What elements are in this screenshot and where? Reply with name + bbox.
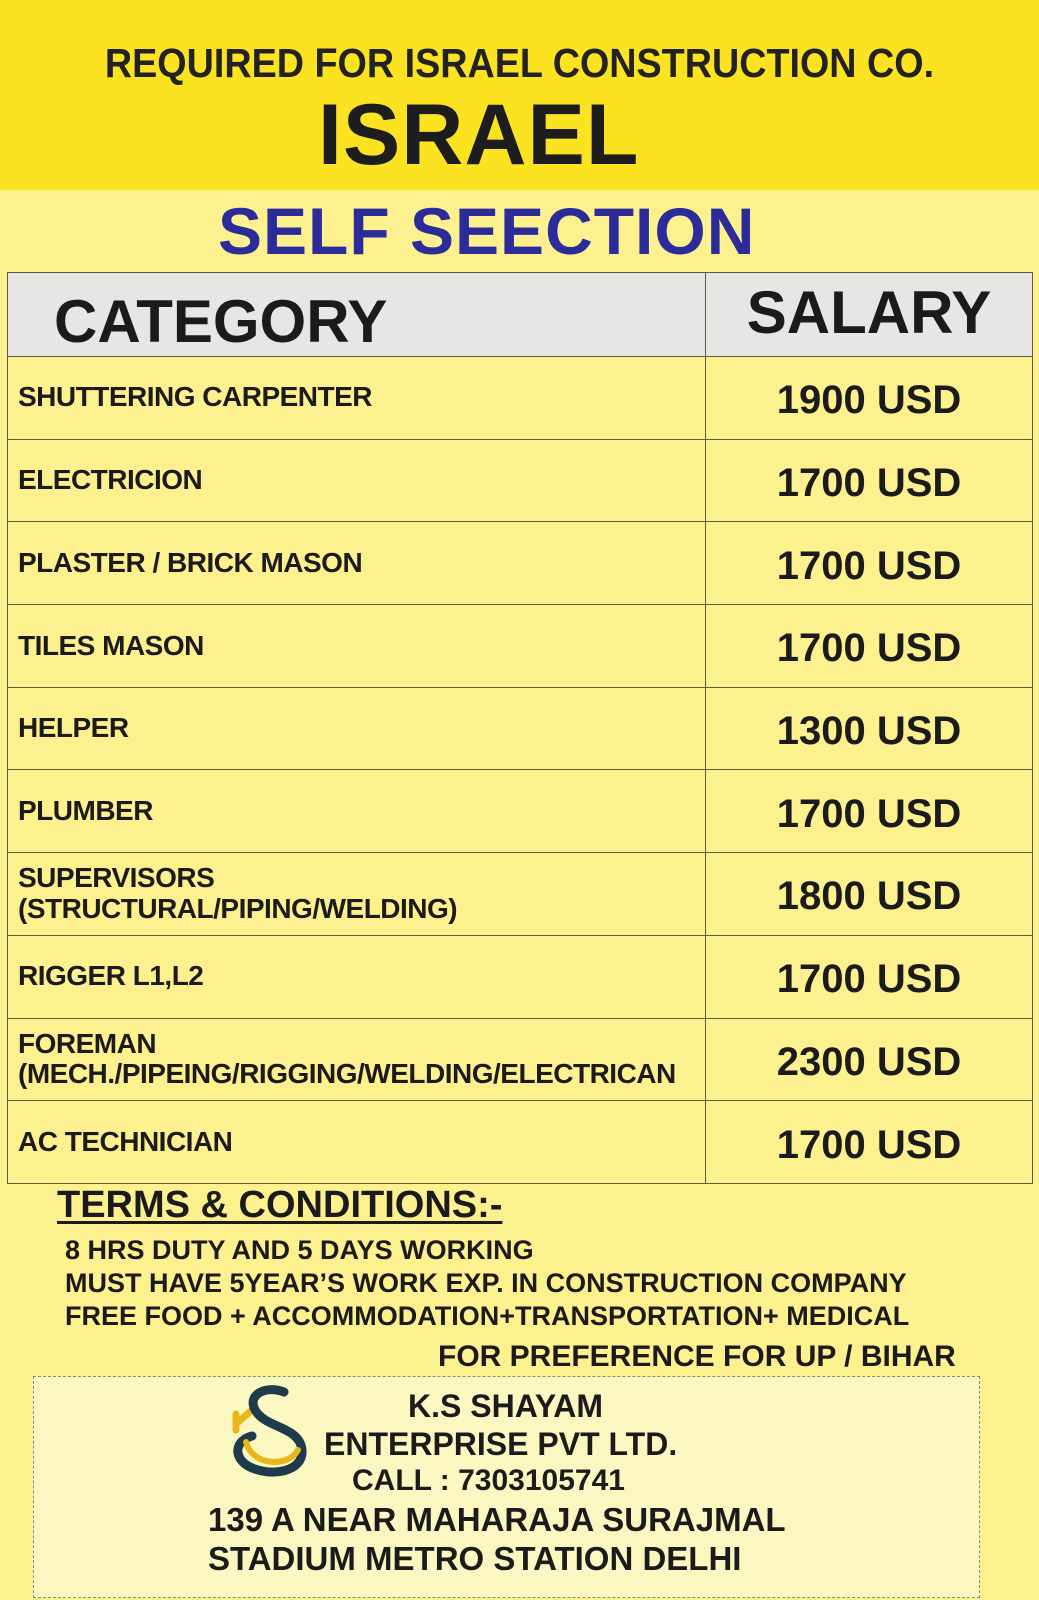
- address-line: STADIUM METRO STATION DELHI: [208, 1540, 742, 1577]
- table-row: [8, 853, 1033, 936]
- table-row: [8, 357, 1033, 440]
- category-cell: FOREMAN (MECH./PIPEING/RIGGING/WELDING/ELECTRICAN: [8, 1018, 706, 1101]
- category-cell: PLASTER / BRICK MASON: [8, 522, 706, 605]
- address-line: 139 A NEAR MAHARAJA SURAJMAL: [208, 1501, 786, 1538]
- category-cell: AC TECHNICIAN: [8, 1101, 706, 1184]
- table-row: [8, 935, 1033, 1018]
- salary-cell: 1700 USD: [706, 605, 1033, 688]
- salary-cell: 2300 USD: [706, 1018, 1033, 1101]
- company-name: K.S SHAYAM: [408, 1388, 604, 1424]
- category-cell: PLUMBER: [8, 770, 706, 853]
- table-row: [8, 770, 1033, 853]
- salary-cell: 1700 USD: [706, 770, 1033, 853]
- terms-title: TERMS & CONDITIONS:-: [57, 1184, 503, 1226]
- country-title: ISRAEL: [318, 87, 640, 183]
- table-header-row: [8, 273, 1033, 357]
- ks-monogram-logo-icon: [222, 1380, 317, 1480]
- salary-header: SALARY: [706, 273, 1033, 357]
- preference-note: FOR PREFERENCE FOR UP / BIHAR: [438, 1340, 956, 1373]
- salary-cell: 1700 USD: [706, 439, 1033, 522]
- phone-number: CALL : 7303105741: [352, 1464, 625, 1497]
- table-row: [8, 522, 1033, 605]
- terms-line: 8 HRS DUTY AND 5 DAYS WORKING: [65, 1235, 534, 1265]
- salary-cell: 1700 USD: [706, 1101, 1033, 1184]
- salary-table: [7, 272, 1033, 1184]
- salary-cell: 1800 USD: [706, 853, 1033, 936]
- salary-cell: 1300 USD: [706, 687, 1033, 770]
- category-cell: HELPER: [8, 687, 706, 770]
- company-name-line2: ENTERPRISE PVT LTD.: [324, 1426, 678, 1462]
- table-row: [8, 1101, 1033, 1184]
- terms-line: MUST HAVE 5YEAR’S WORK EXP. IN CONSTRUCTION COMPANY: [65, 1268, 907, 1298]
- selection-title: SELF SEECTION: [218, 194, 756, 268]
- salary-cell: 1700 USD: [706, 522, 1033, 605]
- table-row: [8, 439, 1033, 522]
- table-row: [8, 605, 1033, 688]
- salary-cell: 1700 USD: [706, 935, 1033, 1018]
- table-row: [8, 687, 1033, 770]
- category-cell: TILES MASON: [8, 605, 706, 688]
- category-cell: SHUTTERING CARPENTER: [8, 357, 706, 440]
- category-cell: SUPERVISORS (STRUCTURAL/PIPING/WELDING): [8, 853, 706, 936]
- category-cell: ELECTRICION: [8, 439, 706, 522]
- salary-cell: 1900 USD: [706, 357, 1033, 440]
- terms-line: FREE FOOD + ACCOMMODATION+TRANSPORTATION+ MEDICAL: [65, 1301, 910, 1331]
- category-header: CATEGORY: [8, 273, 706, 357]
- category-cell: RIGGER L1,L2: [8, 935, 706, 1018]
- table-row: [8, 1018, 1033, 1101]
- headline: REQUIRED FOR ISRAEL CONSTRUCTION CO.: [104, 40, 935, 86]
